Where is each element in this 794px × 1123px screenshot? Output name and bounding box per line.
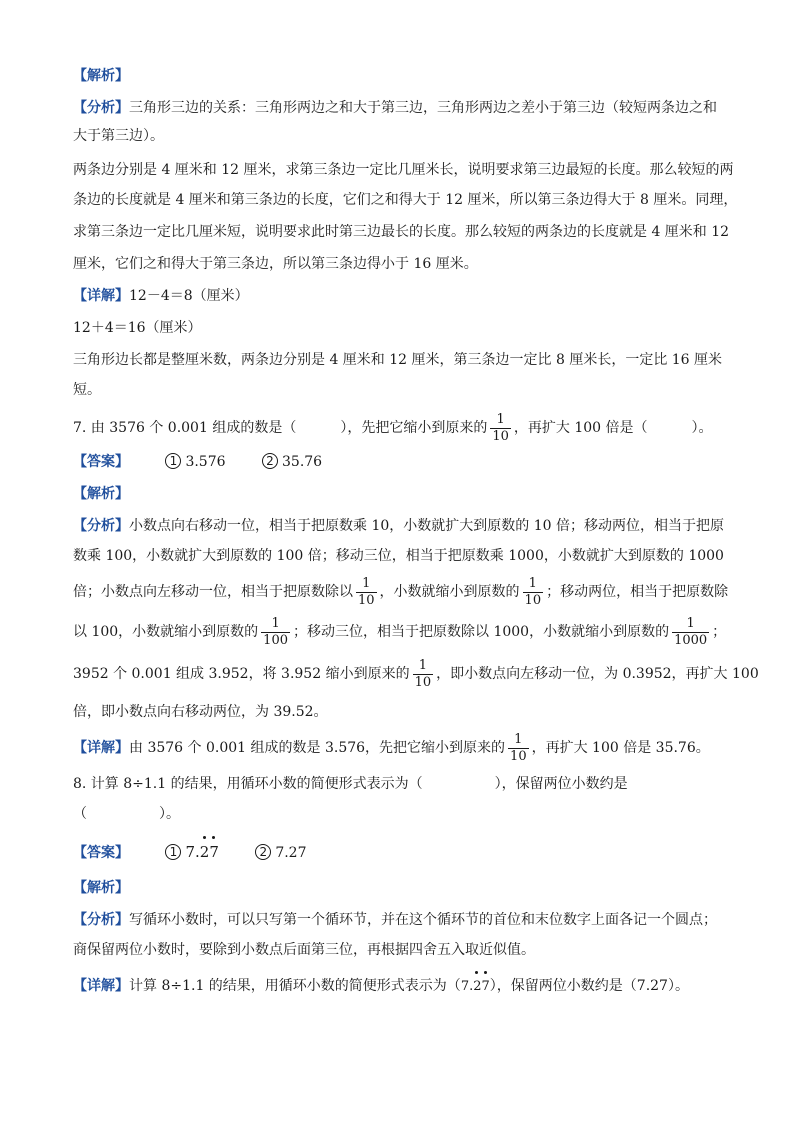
text: 7 — [481, 979, 490, 994]
repeating-decimal — [185, 842, 218, 862]
repeating-decimal — [461, 977, 490, 997]
detail-line-1 — [73, 286, 249, 308]
repeat-dot-icon — [212, 836, 215, 839]
circled-number: 1 — [165, 453, 181, 469]
detail-tag: 【详解】 — [73, 288, 129, 304]
text: 由 3576 个 0.001 组成的数是 3.576，先把它缩小到原来的 — [129, 740, 506, 756]
analysis-tag: 【解析】 — [73, 486, 129, 502]
numerator: 1 — [271, 615, 280, 631]
answer-line-8 — [73, 842, 306, 866]
analysis-tag: 【分析】 — [73, 518, 129, 534]
q8-analysis-line-2 — [73, 940, 535, 962]
text: ； — [712, 624, 727, 640]
text: 7. 由 3576 个 0.001 组成的数是（ — [73, 420, 297, 436]
q7-analysis-line-6 — [73, 702, 328, 724]
numerator: 1 — [496, 411, 505, 427]
analysis-line-4 — [73, 190, 737, 212]
fraction — [413, 658, 434, 691]
numerator: 1 — [362, 575, 371, 591]
q7-detail-line — [73, 728, 710, 768]
denominator: 1000 — [674, 632, 708, 648]
answer-line-7 — [73, 452, 322, 474]
text: （ — [73, 806, 87, 822]
text: 商保留两位小数时，要除到小数点后面第三位，再根据四舍五入取近似值。 — [73, 942, 535, 958]
analysis-line-6 — [73, 254, 478, 276]
text: 两条边分别是 4 厘米和 12 厘米，求第三条边一定比几厘米长，说明要求第三边最短的长度。那么较短的两 — [73, 162, 734, 178]
text: 3952 个 0.001 组成 3.952，将 3.952 缩小到原来的 — [73, 666, 410, 682]
text: 小数点向右移动一位，相当于把原数乘 10，小数就扩大到原数的 10 倍；移动两位，相当于把原 — [129, 518, 724, 534]
repeat-dot-icon — [475, 971, 478, 974]
numerator: 1 — [528, 575, 537, 591]
text: 三角形三边的关系：三角形两边之和大于第三边，三角形两边之差小于第三边（较短两条边之和 — [129, 100, 717, 116]
denominator: 10 — [358, 592, 375, 608]
detail-line-4 — [73, 380, 101, 402]
analysis-line-1 — [73, 98, 717, 120]
repeat-dot-icon — [203, 836, 206, 839]
analysis-line-5 — [73, 222, 729, 244]
fraction — [672, 616, 709, 649]
text: 7. — [460, 979, 474, 994]
text: 倍；小数点向左移动一位，相当于把原数除以 — [73, 584, 353, 600]
denominator: 10 — [510, 748, 527, 764]
denominator: 10 — [492, 428, 509, 444]
text: 35.76 — [282, 454, 323, 470]
text: ；移动三位，相当于把原数除以 1000，小数就缩小到原数的 — [293, 624, 670, 640]
text: 厘米，它们之和得大于第三条边，所以第三条边得小于 16 厘米。 — [73, 256, 478, 272]
text: ，再扩大 100 倍是 35.76。 — [531, 740, 710, 756]
q8-detail-line — [73, 976, 689, 1000]
numerator: 1 — [514, 731, 523, 747]
answer-1 — [165, 454, 225, 470]
detail-tag: 【详解】 — [73, 978, 129, 994]
fraction — [356, 576, 377, 609]
numerator: 1 — [686, 615, 695, 631]
q7-analysis-line-4 — [73, 612, 726, 652]
question-8-line-1 — [73, 774, 628, 796]
q7-analysis-line-2 — [73, 546, 724, 568]
q8-analysis-line-1 — [73, 910, 717, 932]
analysis-tag: 【分析】 — [73, 100, 129, 116]
text: ，再扩大 100 倍是（ — [513, 420, 648, 436]
circled-number: 1 — [165, 844, 181, 860]
text: 7.27 — [275, 845, 307, 861]
text: ），保留两位小数约是（7.27）。 — [489, 978, 689, 994]
analysis-heading-7 — [73, 484, 129, 506]
text: ，即小数点向左移动一位，为 0.3952，再扩大 100 — [436, 666, 759, 682]
circled-number: 2 — [255, 844, 271, 860]
text: ；移动两位，相当于把原数除 — [546, 584, 729, 600]
text: 短。 — [73, 382, 101, 398]
denominator: 100 — [263, 632, 288, 648]
analysis-line-2 — [73, 126, 164, 148]
detail-tag: 【详解】 — [73, 740, 129, 756]
text: 12＋4＝16（厘米） — [73, 320, 202, 336]
q7-analysis-line-1 — [73, 516, 724, 538]
analysis-heading-8 — [73, 878, 129, 900]
text: 写循环小数时，可以只写第一个循环节，并在这个循环节的首位和末位数字上面各记一个圆点； — [129, 912, 717, 928]
detail-line-3 — [73, 350, 722, 372]
fraction — [490, 412, 511, 445]
denominator: 10 — [524, 592, 542, 608]
answer-1 — [165, 845, 218, 861]
repeat-dot-icon — [484, 971, 487, 974]
answer-2 — [262, 454, 322, 470]
text: 8. 计算 8÷1.1 的结果，用循环小数的简便形式表示为（ — [73, 776, 423, 792]
denominator: 10 — [414, 674, 432, 690]
text: ），先把它缩小到原来的 — [340, 420, 488, 436]
text: 7 — [209, 843, 219, 861]
text: 12－4＝8（厘米） — [129, 288, 249, 304]
text: 三角形边长都是整厘米数，两条边分别是 4 厘米和 12 厘米，第三条边一定比 8 厘米长，一定比 16 厘米 — [73, 352, 723, 368]
answer-2 — [255, 845, 306, 861]
text: 大于第三边）。 — [73, 128, 164, 144]
text: 以 100，小数就缩小到原数的 — [73, 624, 259, 640]
text: 2 — [199, 843, 210, 861]
question-7 — [73, 408, 713, 448]
numerator: 1 — [418, 657, 427, 673]
fraction — [523, 576, 544, 609]
analysis-tag: 【分析】 — [73, 912, 129, 928]
detail-line-2 — [73, 318, 202, 340]
answer-tag: 【答案】 — [73, 845, 129, 861]
q7-analysis-line-3 — [73, 572, 728, 612]
fraction — [261, 616, 290, 649]
circled-number: 2 — [262, 453, 278, 469]
answer-tag: 【答案】 — [73, 454, 129, 470]
text: 倍，即小数点向右移动两位，为 39.52。 — [73, 704, 328, 720]
analysis-tag: 【解析】 — [73, 68, 129, 84]
text: 3.576 — [185, 454, 226, 470]
text: ），保留两位小数约是 — [494, 776, 628, 792]
text: ）。 — [691, 420, 713, 436]
text: 数乘 100，小数就扩大到原数的 100 倍；移动三位，相当于把原数乘 1000，小数就扩大到原数的 1000 — [73, 548, 724, 564]
analysis-line-3 — [73, 160, 734, 182]
q7-analysis-line-5 — [73, 654, 759, 694]
text: 2 — [473, 979, 482, 994]
text: 求第三条边一定比几厘米短，说明要求此时第三边最长的长度。那么较短的两条边的长度就是 4 厘米和 12 — [73, 224, 730, 240]
text: ）。 — [159, 806, 180, 822]
question-8-line-2 — [73, 804, 180, 826]
text: 7. — [185, 843, 200, 861]
fraction — [508, 732, 529, 765]
text: 条边的长度就是 4 厘米和第三条边的长度，它们之和得大于 12 厘米，所以第三条边得大于 8 厘米。同理， — [73, 192, 738, 208]
analysis-heading — [73, 66, 129, 88]
text: ，小数就缩小到原数的 — [379, 584, 520, 600]
text: 计算 8÷1.1 的结果，用循环小数的简便形式表示为（ — [129, 978, 461, 994]
analysis-tag: 【解析】 — [73, 880, 129, 896]
